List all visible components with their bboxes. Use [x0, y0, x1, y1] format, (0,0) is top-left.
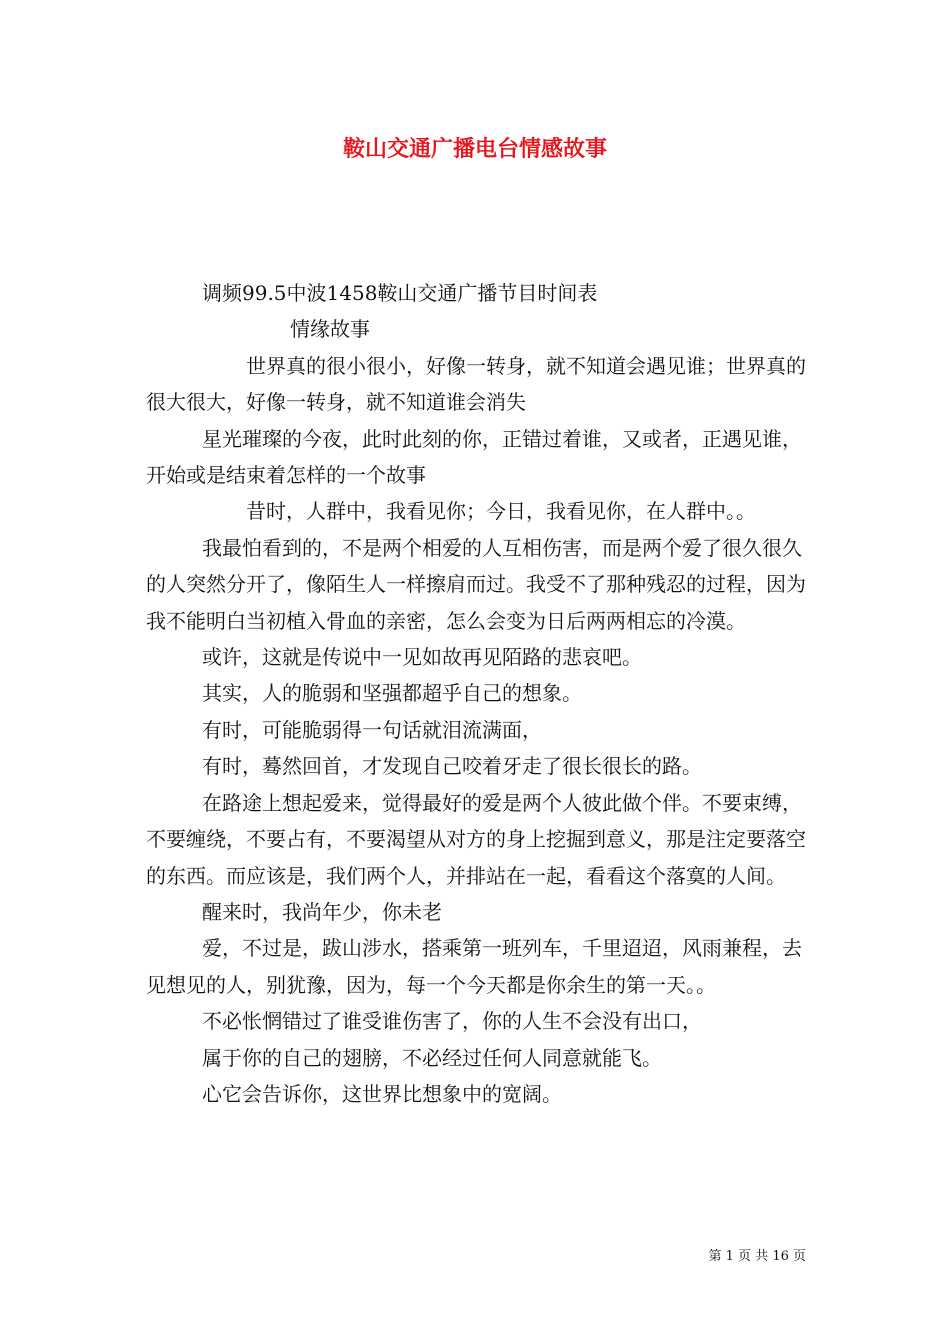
paragraph: 世界真的很小很小，好像一转身，就不知道会遇见谁；世界真的很大很大，好像一转身，就不知道谁会消失: [146, 353, 806, 415]
paragraph: 爱，不过是，跋山涉水，搭乘第一班列车，千里迢迢，风雨兼程，去见想见的人，别犹豫，因为，每一个今天都是你余生的第一天。。: [146, 936, 802, 997]
paragraph: 不必怅惘错过了谁受谁伤害了，你的人生不会没有出口，: [202, 1009, 702, 1034]
paragraph: 或许，这就是传说中一见如故再见陌路的悲哀吧。: [202, 645, 642, 670]
paragraph-section-heading: 情缘故事: [290, 317, 370, 342]
document-body: [146, 275, 810, 1112]
document-title: [0, 133, 950, 165]
paragraph: 昔时，人群中，我看见你；今日，我看见你，在人群中。。: [246, 499, 756, 524]
paragraph: 属于你的自己的翅膀，不必经过任何人同意就能飞。: [202, 1045, 662, 1070]
paragraph: 有时，蓦然回首，才发现自己咬着牙走了很长很长的路。: [202, 754, 702, 779]
paragraph: 我最怕看到的，不是两个相爱的人互相伤害，而是两个爱了很久很久的人突然分开了，像陌生人一样擦肩而过。我受不了那种残忍的过程，因为我不能明白当初植入骨血的亲密，怎么会变为日后两两相忘的冷漠。: [146, 535, 806, 633]
paragraph: 在路途上想起爱来，觉得最好的爱是两个人彼此做个伴。不要束缚，不要缠绕，不要占有，不要渴望从对方的身上挖掘到意义，那是注定要落空的东西。而应该是，我们两个人，并排站在一起，看看这个落寞的人间。: [146, 790, 806, 888]
paragraph-schedule: 调频99.5中波1458鞍山交通广播节目时间表: [202, 281, 598, 305]
paragraph: 醒来时，我尚年少，你未老: [202, 899, 442, 924]
paragraph: 星光璀璨的今夜，此时此刻的你，正错过着谁，又或者，正遇见谁，开始或是结束着怎样的一个故事: [146, 426, 802, 488]
paragraph: 心它会告诉你，这世界比想象中的宽阔。: [202, 1081, 562, 1106]
page-number: 第 1 页 共 16 页: [708, 1249, 806, 1264]
paragraph: 其实，人的脆弱和坚强都超乎自己的想象。: [202, 681, 582, 706]
document-title-text: 鞍山交通广播电台情感故事: [342, 136, 607, 162]
paragraph: 有时，可能脆弱得一句话就泪流满面，: [202, 717, 542, 742]
